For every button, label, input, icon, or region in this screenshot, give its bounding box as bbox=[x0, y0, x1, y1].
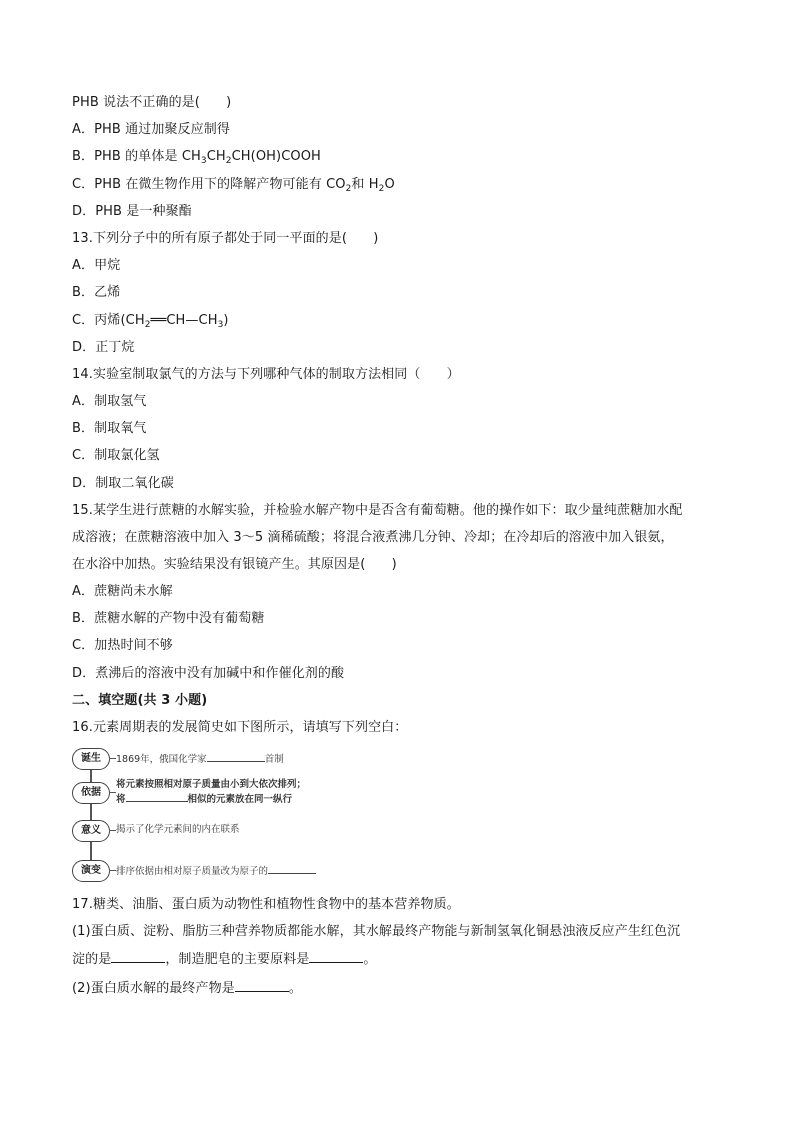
diagram-connector bbox=[109, 830, 116, 831]
document-page bbox=[72, 94, 732, 1007]
q15-stem-line: 成溶液；在蔗糖溶液中加入 3～5 滴稀硫酸；将混合液煮沸几分钟、冷却；在冷却后的溶液中加入银氨， bbox=[72, 529, 674, 545]
q17-part1-line: 淀的是 ，制造肥皂的主要原料是 。 bbox=[72, 952, 377, 968]
q16-stem: 16.元素周期表的发展简史如下图所示，请填写下列空白： bbox=[72, 719, 408, 735]
q12-option-b[interactable]: B．PHB 的单体是 $CH_3CH_2CH(OH)COOH$ bbox=[72, 149, 321, 167]
q14-stem: 14.实验室制取氯气的方法与下列哪种气体的制取方法相同（ ） bbox=[72, 366, 460, 382]
diagram-text-meaning: 揭示了化学元素间的内在联系 bbox=[116, 824, 240, 836]
answer-blank[interactable] bbox=[126, 792, 188, 802]
q17-part1-line: (1)蛋白质、淀粉、脂肪三种营养物质都能水解，其水解最终产物能与新制氢氧化铜悬浊液反应产生红色沉 bbox=[72, 924, 681, 940]
diagram-connector bbox=[109, 758, 116, 759]
q13-option-c[interactable]: C．丙烯$(CH_2══CH—CH_3)$ bbox=[72, 312, 229, 330]
periodic-table-history-diagram bbox=[72, 746, 372, 886]
q15-stem bbox=[72, 502, 732, 574]
answer-blank[interactable] bbox=[111, 950, 165, 963]
q13-option-a[interactable]: A．甲烷 bbox=[72, 258, 121, 274]
diagram-node-basis: 依据 bbox=[72, 782, 110, 804]
q15-option-d[interactable]: D．煮沸后的溶液中没有加碱中和作催化剂的酸 bbox=[72, 665, 345, 681]
answer-blank[interactable] bbox=[268, 864, 316, 874]
diagram-text-basis-line2: 将 相似的元素放在同一纵行 bbox=[116, 794, 293, 806]
q14-option-b[interactable]: B．制取氧气 bbox=[72, 421, 147, 437]
q13-stem: 13.下列分子中的所有原子都处于同一平面的是( ) bbox=[72, 230, 379, 246]
answer-blank[interactable] bbox=[309, 950, 363, 963]
q15-stem-line: 15.某学生进行蔗糖的水解实验，并检验水解产物中是否含有葡萄糖。他的操作如下：取少量纯蔗糖加水配 bbox=[72, 502, 683, 518]
answer-blank[interactable] bbox=[235, 979, 289, 992]
diagram-node-evolution: 演变 bbox=[72, 860, 110, 882]
q12-option-c[interactable]: C．PHB 在微生物作用下的降解产物可能有 $CO_2$和 $H_2O$ bbox=[72, 176, 395, 194]
diagram-text-evolution: 排序依据由相对原子质量改为原子的 bbox=[116, 864, 316, 878]
q12-option-d[interactable]: D．PHB 是一种聚酯 bbox=[72, 203, 192, 219]
diagram-text-birth: 1869年，俄国化学家 首制 bbox=[116, 754, 284, 766]
q15-option-b[interactable]: B．蔗糖水解的产物中没有葡萄糖 bbox=[72, 611, 265, 627]
diagram-node-meaning: 意义 bbox=[72, 820, 110, 842]
q15-option-c[interactable]: C．加热时间不够 bbox=[72, 638, 173, 654]
answer-blank[interactable] bbox=[207, 752, 265, 762]
q15-option-a[interactable]: A．蔗糖尚未水解 bbox=[72, 584, 173, 599]
diagram-node-birth: 诞生 bbox=[72, 748, 110, 770]
diagram-connector bbox=[109, 792, 116, 793]
q14-option-c[interactable]: C．制取氯化氢 bbox=[72, 448, 160, 464]
q14-option-a[interactable]: A．制取氢气 bbox=[72, 394, 147, 410]
q12-stem: PHB 说法不正确的是( ) bbox=[72, 95, 232, 110]
diagram-timeline bbox=[90, 760, 92, 872]
q13-option-b[interactable]: B．乙烯 bbox=[72, 285, 121, 301]
q15-stem-line: 在水浴中加热。实验结果没有银镜产生。其原因是( ) bbox=[72, 556, 397, 572]
q17-part2: (2)蛋白质水解的最终产物是 。 bbox=[72, 980, 302, 996]
q14-option-d[interactable]: D．制取二氧化碳 bbox=[72, 475, 174, 491]
q17-stem: 17.糖类、油脂、蛋白质为动物性和植物性食物中的基本营养物质。 bbox=[72, 897, 460, 913]
q17-part1 bbox=[72, 923, 732, 969]
q12-option-a[interactable]: A．PHB 通过加聚反应制得 bbox=[72, 122, 230, 138]
diagram-text-basis-line1: 将元素按照相对原子质量由小到大依次排列； bbox=[116, 779, 307, 791]
diagram-connector bbox=[109, 870, 116, 871]
section-heading-fill-in: 二、填空题(共 3 小题) bbox=[72, 692, 208, 708]
q13-option-d[interactable]: D．正丁烷 bbox=[72, 339, 135, 355]
